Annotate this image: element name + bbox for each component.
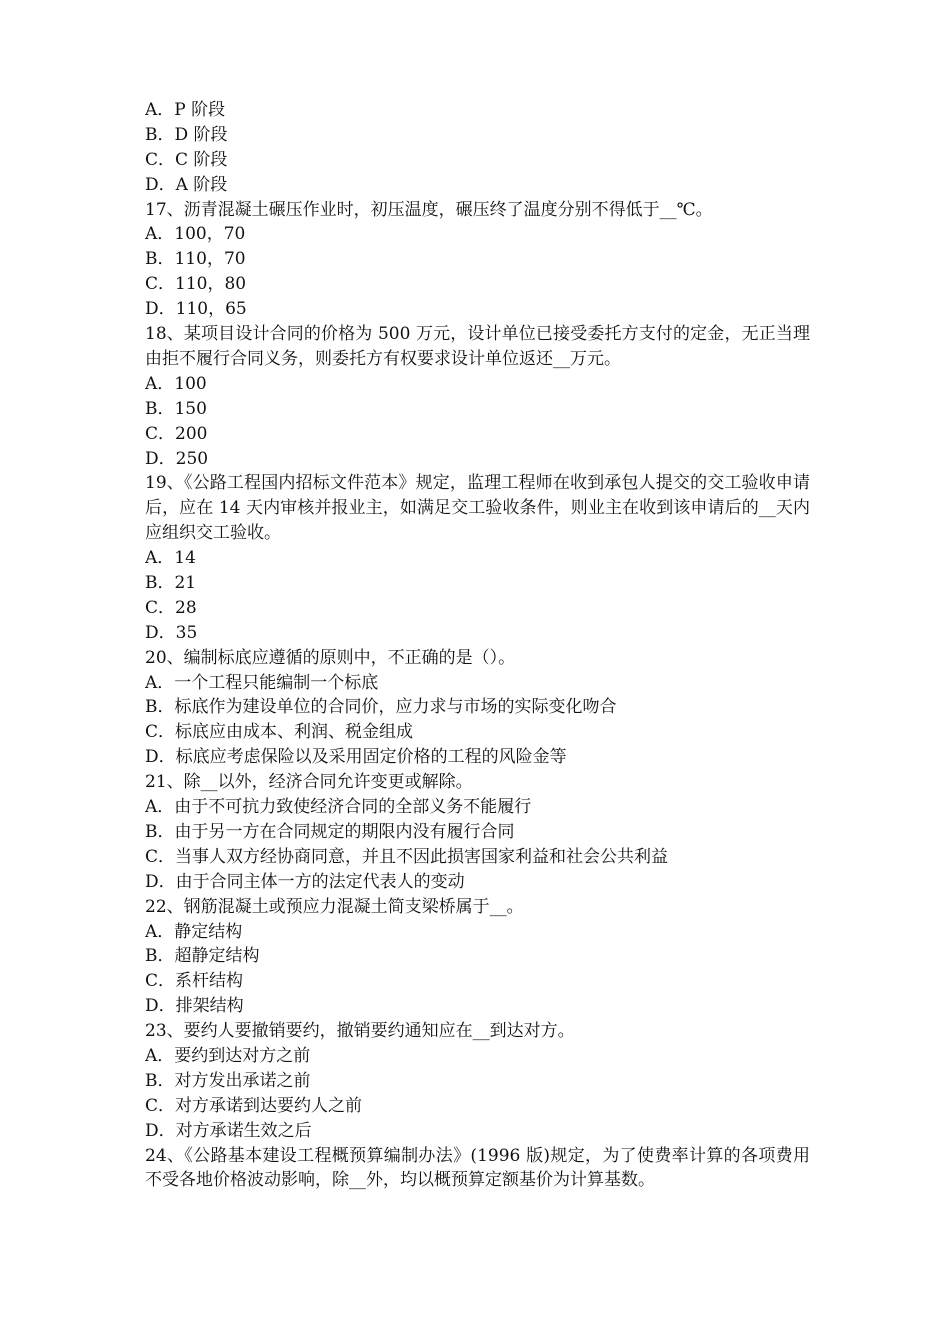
option-d: D．标底应考虑保险以及采用固定价格的工程的风险金等: [145, 747, 567, 768]
leading-options: [145, 98, 810, 198]
option-a: A．由于不可抗力致使经济合同的全部义务不能履行: [145, 797, 532, 818]
option-a: A．100: [145, 373, 207, 394]
option-a: A．100，70: [145, 224, 246, 245]
question-20: [145, 646, 810, 770]
option-b: B．超静定结构: [145, 946, 260, 967]
option-a: A．要约到达对方之前: [145, 1046, 311, 1066]
option-a: A．一个工程只能编制一个标底: [145, 672, 379, 693]
option-a: A．14: [145, 548, 196, 569]
question-stem: 17、沥青混凝土碾压作业时，初压温度，碾压终了温度分别不得低于__℃。: [145, 199, 713, 220]
question-stem: 23、要约人要撤销要约，撤销要约通知应在__到达对方。: [145, 1021, 575, 1042]
option-b: B．由于另一方在合同规定的期限内没有履行合同: [145, 821, 515, 842]
question-22: [145, 895, 810, 1019]
option-c: C．系杆结构: [145, 971, 244, 992]
option-c: C．28: [145, 597, 197, 618]
option-d: D．对方承诺生效之后: [145, 1120, 312, 1141]
question-stem: 19、《公路工程国内招标文件范本》规定，监理工程师在收到承包人提交的交工验收申请后，应在 14 天内审核并报业主，如满足交工验收条件，则业主在收到该申请后的__天内应组织交工验收。: [145, 473, 810, 544]
option-b: B．21: [145, 573, 197, 594]
document-page: [145, 98, 810, 1193]
option-d: D．A 阶段: [145, 174, 228, 195]
option-a: A．P 阶段: [145, 100, 226, 120]
question-17: [145, 198, 810, 322]
option-b: B．D 阶段: [145, 124, 228, 145]
question-18: [145, 322, 810, 471]
question-stem: 20、编制标底应遵循的原则中，不正确的是（）。: [145, 647, 516, 668]
question-23: [145, 1019, 810, 1143]
option-d: D．250: [145, 448, 209, 469]
option-c: C．当事人双方经协商同意，并且不因此损害国家利益和社会公共利益: [145, 846, 669, 867]
question-19: [145, 471, 810, 645]
question-24: [145, 1144, 810, 1194]
question-stem: 22、钢筋混凝土或预应力混凝土简支梁桥属于__。: [145, 896, 524, 917]
question-stem: 18、某项目设计合同的价格为 500 万元，设计单位已接受委托方支付的定金，无正当理由拒不履行合同义务，则委托方有权要求设计单位返还__万元。: [145, 324, 810, 369]
option-b: B．110，70: [145, 249, 246, 270]
question-21: [145, 770, 810, 894]
option-c: C．标底应由成本、利润、税金组成: [145, 722, 414, 743]
option-d: D．110，65: [145, 299, 247, 320]
option-d: D．由于合同主体一方的法定代表人的变动: [145, 871, 465, 892]
option-c: C．200: [145, 423, 208, 444]
question-stem: 24、《公路基本建设工程概预算编制办法》(1996 版)规定，为了使费率计算的各项费用不受各地价格波动影响，除__外，均以概预算定额基价为计算基数。: [145, 1145, 810, 1191]
option-c: C．110，80: [145, 274, 247, 295]
option-d: D．35: [145, 622, 198, 643]
option-c: C．C 阶段: [145, 149, 228, 170]
option-d: D．排架结构: [145, 996, 244, 1017]
option-a: A．静定结构: [145, 921, 243, 942]
question-stem: 21、除__以外，经济合同允许变更或解除。: [145, 772, 473, 793]
option-c: C．对方承诺到达要约人之前: [145, 1095, 363, 1116]
option-b: B．标底作为建设单位的合同价，应力求与市场的实际变化吻合: [145, 697, 617, 718]
option-b: B．150: [145, 398, 207, 419]
option-b: B．对方发出承诺之前: [145, 1070, 311, 1091]
